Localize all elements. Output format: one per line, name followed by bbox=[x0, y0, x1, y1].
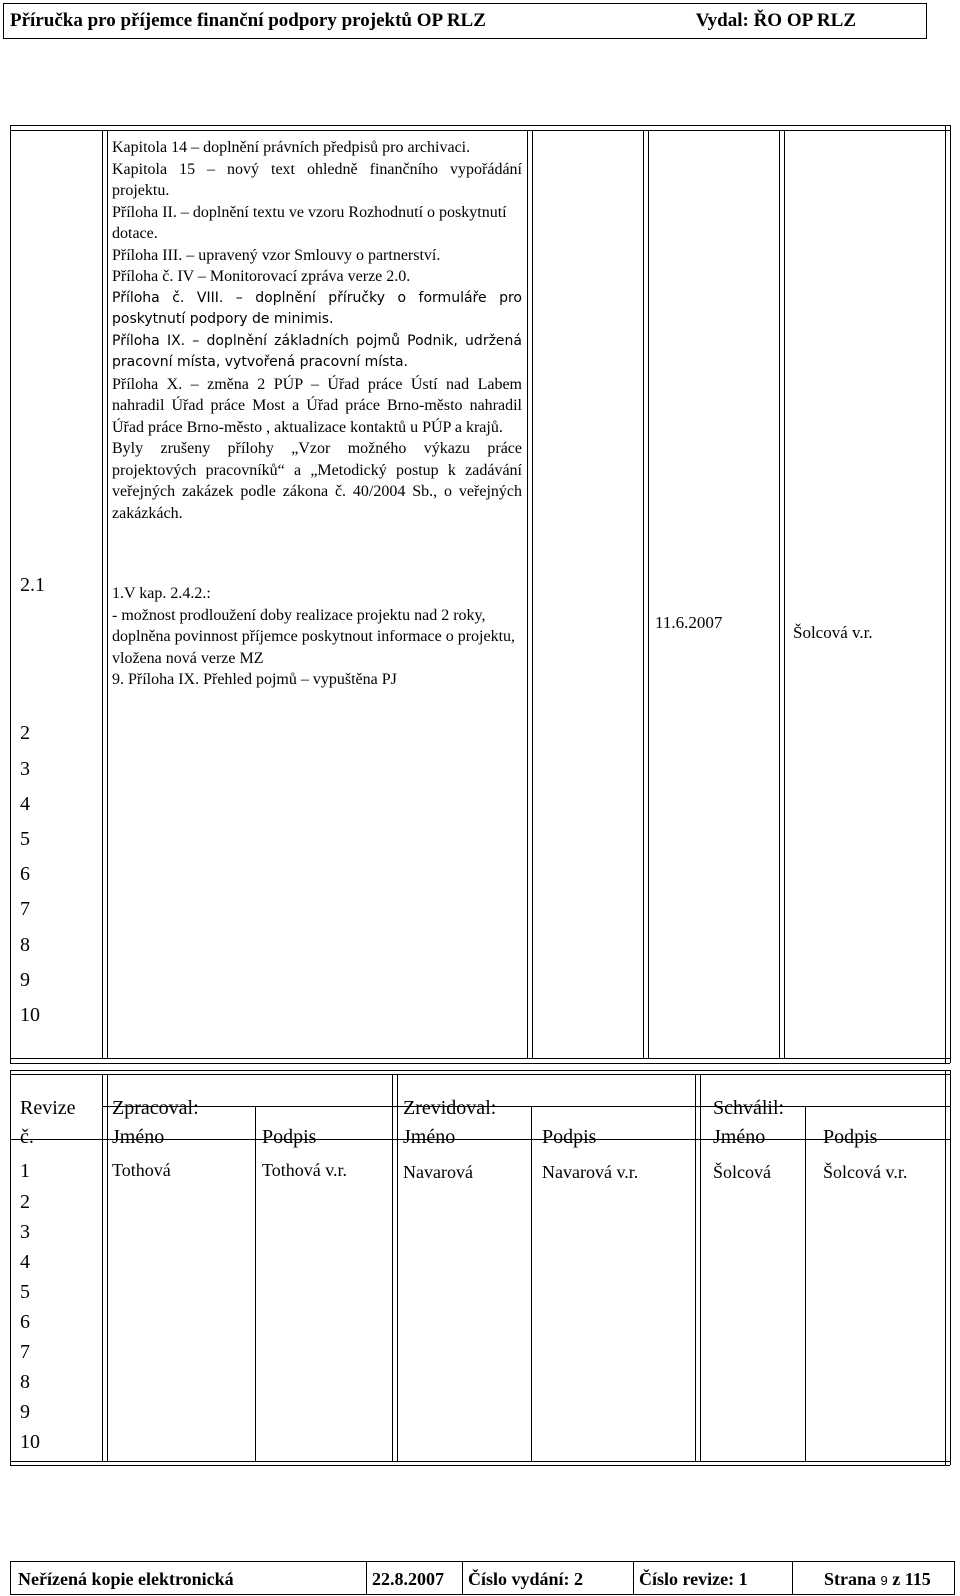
change-entry: Příloha č. VIII. – doplnění příručky o formuláře pro poskytnutí podpory de minimis. bbox=[112, 289, 522, 327]
footer-revision-number: Číslo revize: 1 bbox=[639, 1569, 748, 1589]
page-header bbox=[3, 3, 927, 39]
podpis-header: Podpis bbox=[542, 1126, 597, 1148]
row-number: 8 bbox=[20, 1371, 30, 1393]
footer-page-total: z 115 bbox=[892, 1569, 931, 1589]
row-number: 9 bbox=[20, 1401, 30, 1423]
jmeno-header: Jméno bbox=[112, 1126, 165, 1148]
jmeno-header: Jméno bbox=[403, 1126, 456, 1148]
row-number: 7 bbox=[20, 1341, 30, 1363]
change-entry: doplněna povinnost příjemce poskytnout informace o projektu, bbox=[112, 628, 516, 645]
change-entry: vložena nová verze MZ bbox=[112, 649, 264, 667]
zpracoval-header: Zpracoval: bbox=[112, 1097, 199, 1119]
footer-issue-number: Číslo vydání: 2 bbox=[468, 1569, 584, 1589]
change-entry: - možnost prodloužení doby realizace projektu nad 2 roky, bbox=[112, 606, 486, 624]
row-number: 5 bbox=[20, 1281, 30, 1303]
revision-number: 2 bbox=[20, 722, 30, 744]
revize-header: Revize bbox=[20, 1097, 76, 1119]
change-entry: 9. Příloha IX. Přehled pojmů – vypuštěna PJ bbox=[112, 671, 397, 688]
revision-number: 7 bbox=[20, 898, 30, 920]
podpis-header: Podpis bbox=[262, 1126, 317, 1148]
zrevidoval-header: Zrevidoval: bbox=[403, 1097, 497, 1119]
row-number: 4 bbox=[20, 1251, 30, 1273]
change-entry: 1.V kap. 2.4.2.: bbox=[112, 585, 211, 602]
revize-c-header: č. bbox=[20, 1126, 34, 1148]
revision-number: 10 bbox=[20, 1004, 40, 1026]
row-number: 2 bbox=[20, 1191, 30, 1213]
change-entry: Kapitola 14 – doplnění právních předpisů pro archivaci. bbox=[112, 139, 471, 156]
revision-author: Šolcová v.r. bbox=[793, 623, 873, 642]
zrevidoval-name: Navarová bbox=[403, 1162, 473, 1182]
revision-number: 3 bbox=[20, 758, 30, 780]
header-title: Příručka pro příjemce finanční podpory projektů OP RLZ bbox=[10, 10, 486, 31]
header-issuer: Vydal: ŘO OP RLZ bbox=[695, 10, 856, 31]
footer-date: 22.8.2007 bbox=[372, 1569, 444, 1589]
zpracoval-signature: Tothová v.r. bbox=[262, 1160, 348, 1180]
change-entry: Příloha č. IV – Monitorovací zpráva verze 2.0. bbox=[112, 268, 411, 285]
footer-page bbox=[824, 1569, 931, 1590]
change-entries bbox=[112, 137, 522, 524]
revision-number: 4 bbox=[20, 793, 30, 815]
footer-page-label: Strana bbox=[824, 1569, 877, 1589]
revision-number: 5 bbox=[20, 828, 30, 850]
change-entry: Příloha IX. – doplnění základních pojmů Podnik, udržená pracovní místa, vytvořená pracovní místa. bbox=[112, 332, 522, 370]
schvalil-name: Šolcová bbox=[713, 1162, 771, 1182]
change-entry: Příloha II. – doplnění textu ve vzoru Rozhodnutí o poskytnutí dotace. bbox=[112, 203, 507, 242]
revision-number: 6 bbox=[20, 863, 30, 885]
zpracoval-name: Tothová bbox=[112, 1160, 171, 1180]
revision-number: 9 bbox=[20, 969, 30, 991]
revision-number: 2.1 bbox=[20, 574, 45, 596]
row-number: 3 bbox=[20, 1221, 30, 1243]
podpis-header: Podpis bbox=[823, 1126, 878, 1148]
footer-copy-type: Neřízená kopie elektronická bbox=[18, 1569, 234, 1589]
footer-page-number: 9 bbox=[880, 1573, 888, 1588]
change-entry: Kapitola 15 – nový text ohledně finančního vypořádání projektu. bbox=[112, 160, 522, 199]
row-number: 10 bbox=[20, 1431, 40, 1453]
change-entry: Příloha X. – změna 2 PÚP – Úřad práce Ústí nad Labem nahradil Úřad práce Most a Úřad práce Brno-město nahradil Úřad práce Brno-město , aktualizace kontaktů u PÚP a krajů. bbox=[112, 375, 522, 436]
revision-2-1-changes bbox=[112, 583, 522, 691]
schvalil-header: Schválil: bbox=[713, 1097, 785, 1119]
change-entry: Příloha III. – upravený vzor Smlouvy o partnerství. bbox=[112, 246, 441, 264]
revision-number: 8 bbox=[20, 934, 30, 956]
schvalil-signature: Šolcová v.r. bbox=[823, 1162, 908, 1182]
row-number: 1 bbox=[20, 1160, 30, 1182]
row-number: 6 bbox=[20, 1311, 30, 1333]
change-entry: Byly zrušeny přílohy „Vzor možného výkazu práce projektových pracovníků“ a „Metodický postup k zadávání veřejných zakázek podle zákona č. 40/2004 Sb., o veřejných zakázkách. bbox=[112, 440, 522, 522]
jmeno-header: Jméno bbox=[713, 1126, 766, 1148]
zrevidoval-signature: Navarová v.r. bbox=[542, 1162, 639, 1182]
revision-date: 11.6.2007 bbox=[655, 613, 723, 632]
